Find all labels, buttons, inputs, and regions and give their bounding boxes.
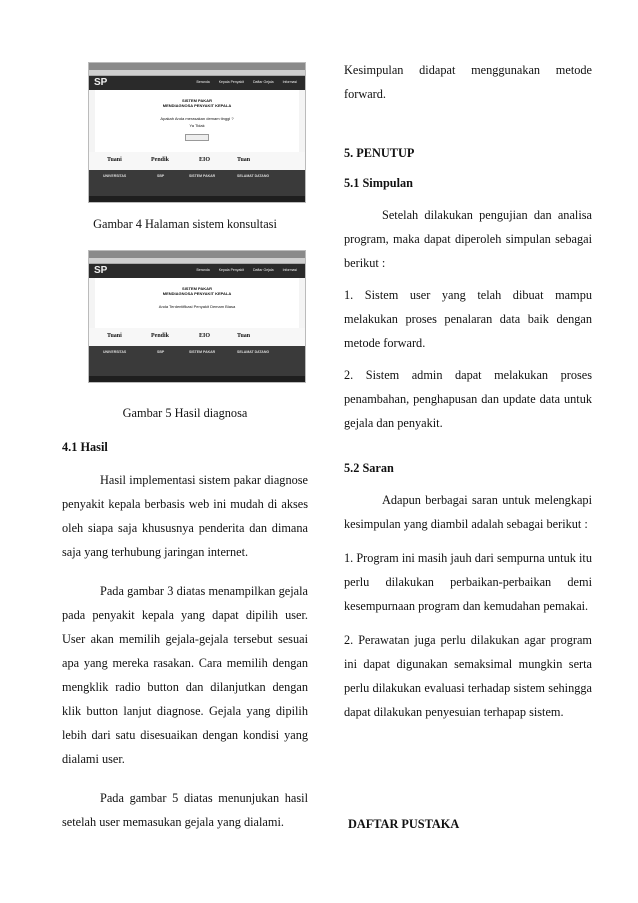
footer-heading: SISTEM PAKAR <box>189 174 216 178</box>
next-button <box>185 134 209 141</box>
footer-heading: UNIVERSITAS <box>103 350 127 354</box>
section-5-heading: 5. PENUTUP <box>344 146 415 160</box>
section-5-1-heading: 5.1 Simpulan <box>344 176 414 190</box>
continued-paragraph <box>344 58 592 106</box>
nav-item: Beranda <box>196 80 210 84</box>
answer-options: Ya Tidak <box>189 123 205 128</box>
app-footer <box>89 346 305 376</box>
nav-item: Informasi <box>282 80 297 84</box>
figure4-screenshot <box>88 62 306 203</box>
partner-logos <box>89 328 305 346</box>
panel-subtitle: MENDIAGNOSA PENYAKIT KEPALA <box>162 103 232 108</box>
footer-heading: SELAMAT DATANG <box>237 350 270 354</box>
question-text: Apakah Anda merasakan demam tinggi ? <box>160 116 234 121</box>
partner-logo: EIO <box>199 333 211 339</box>
footer-heading: SBP <box>157 350 165 354</box>
nav-item: Beranda <box>196 268 210 272</box>
partner-logo: Tuani <box>107 333 122 339</box>
partner-logo: Pendik <box>151 333 170 339</box>
app-logo: SP <box>94 77 108 88</box>
footer-heading: SELAMAT DATANG <box>237 174 270 178</box>
partner-logo: Tuan <box>237 333 251 339</box>
browser-tab-bar <box>89 251 305 258</box>
os-taskbar <box>89 376 305 382</box>
conclusion-item: 2. Sistem admin dapat melakukan proses penambahan, penghapusan dan update data untuk gejala dan penyakit. <box>344 368 592 430</box>
section-5-1-body <box>344 203 592 435</box>
partner-logos <box>89 152 305 170</box>
app-footer <box>89 170 305 196</box>
paragraph: Setelah dilakukan pengujian dan analisa program, maka dapat diperoleh simpulan sebagai berikut : <box>344 208 592 270</box>
consultation-panel <box>95 90 299 152</box>
paragraph: Hasil implementasi sistem pakar diagnose penyakit kepala berbasis web ini mudah di akses oleh siapa saja khususnya penderita dan dimana saja yang terhubung jaringan internet. <box>62 473 308 559</box>
diagnosis-result-text: Anda Terdentifikasi Penyakit Demam Biasa <box>158 304 236 309</box>
section-5-2-body <box>344 488 592 724</box>
partner-logo: Tuani <box>107 157 122 163</box>
figure5-caption: Gambar 5 Hasil diagnosa <box>122 406 248 420</box>
app-nav <box>188 268 297 272</box>
partner-logo: EIO <box>199 157 211 163</box>
footer-heading: SBP <box>157 174 165 178</box>
nav-item: Kepala Penyakit <box>218 80 244 84</box>
app-header <box>89 264 305 278</box>
panel-subtitle: MENDIAGNOSA PENYAKIT KEPALA <box>162 291 232 296</box>
browser-tab-bar <box>89 63 305 70</box>
panel-title: SISTEM PAKAR <box>182 286 212 291</box>
section-5-2-heading: 5.2 Saran <box>344 461 394 475</box>
suggestion-item: 2. Perawatan juga perlu dilakukan agar program ini dapat digunakan semaksimal mungkin serta perlu dilakukan evaluasi terhadap sistem sehingga dapat dilakukan penyesuian terhapap sistem. <box>344 633 592 719</box>
nav-item: Kepala Penyakit <box>218 268 244 272</box>
nav-item: Daftar Gejala <box>252 268 274 272</box>
section-4-1-body <box>62 468 308 834</box>
nav-item: Daftar Gejala <box>252 80 274 84</box>
figure5-screenshot <box>88 250 306 383</box>
references-heading: DAFTAR PUSTAKA <box>348 817 460 831</box>
app-nav <box>188 80 297 84</box>
app-header <box>89 76 305 90</box>
partner-logo: Pendik <box>151 157 170 163</box>
paragraph: Pada gambar 5 diatas menunjukan hasil setelah user memasukan gejala yang dialami. <box>62 791 308 829</box>
os-taskbar <box>89 196 305 202</box>
paragraph: Kesimpulan didapat menggunakan metode forward. <box>344 63 592 101</box>
paragraph: Adapun berbagai saran untuk melengkapi kesimpulan yang diambil adalah sebagai berikut : <box>344 493 592 531</box>
app-logo: SP <box>94 265 108 276</box>
paragraph: Pada gambar 3 diatas menampilkan gejala pada penyakit kepala yang dapat dipilih user. User akan memilih gejala-gejala tersebut sesuai apa yang mereka rasakan. Cara memilih dengan mengklik radio button dan dilanjutkan dengan klik button lanjut diagnose. Gejala yang dipilih lebih dari satu disesuaikan dengan kondisi yang dialami user. <box>62 584 308 766</box>
conclusion-item: 1. Sistem user yang telah dibuat mampu melakukan proses penalaran data baik dengan metode forward. <box>344 288 592 350</box>
result-panel <box>95 278 299 328</box>
footer-heading: UNIVERSITAS <box>103 174 127 178</box>
figure4-caption: Gambar 4 Halaman sistem konsultasi <box>93 217 277 231</box>
section-4-1-heading: 4.1 Hasil <box>62 440 108 454</box>
suggestion-item: 1. Program ini masih jauh dari sempurna untuk itu perlu dilakukan perbaikan-perbaikan demi kesempurnaan program dan kemudahan pemakai. <box>344 551 592 613</box>
nav-item: Informasi <box>282 268 297 272</box>
partner-logo: Tuan <box>237 157 251 163</box>
panel-title: SISTEM PAKAR <box>182 98 212 103</box>
footer-heading: SISTEM PAKAR <box>189 350 216 354</box>
